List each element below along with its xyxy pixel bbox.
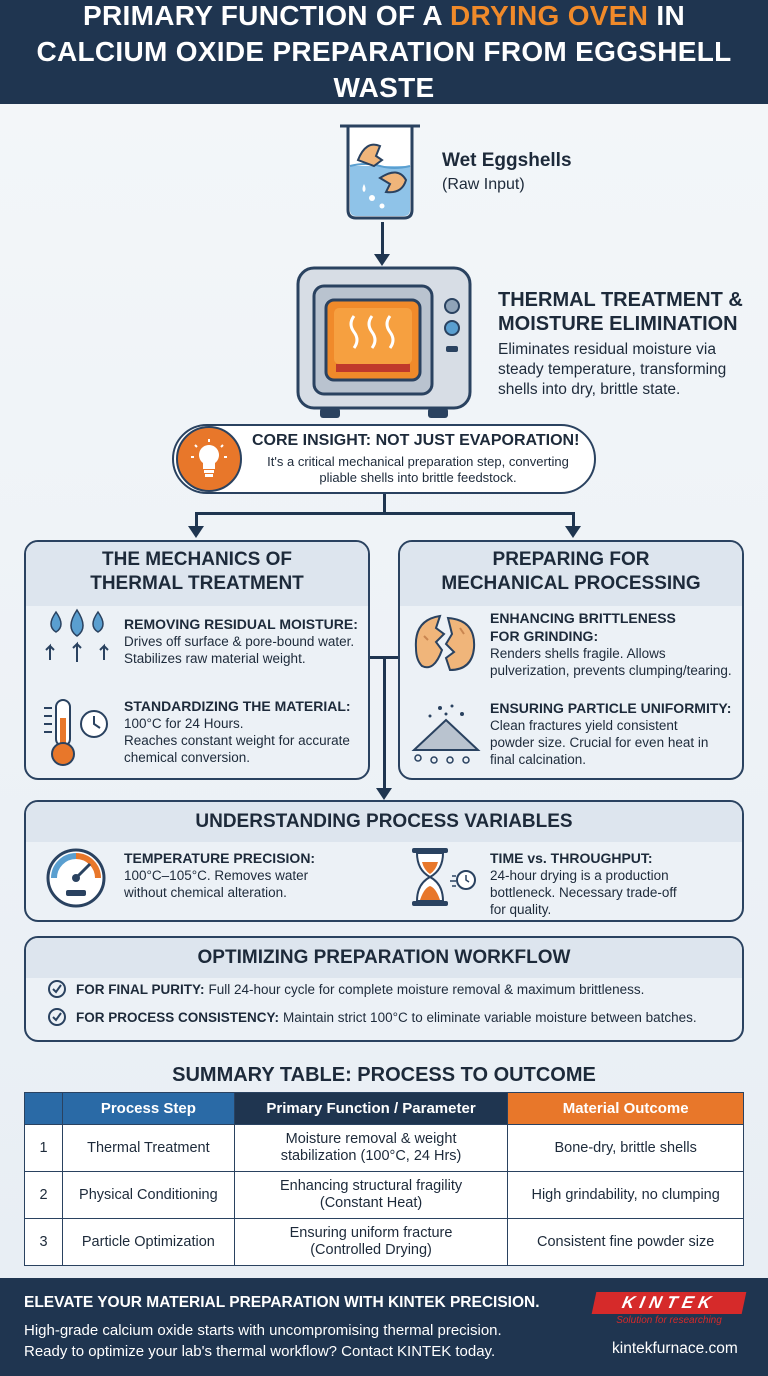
thermometer-clock-icon	[42, 698, 112, 768]
table-cell-step: Thermal Treatment	[62, 1125, 234, 1172]
footer-text: High-grade calcium oxide starts with uncompromising thermal precision. Ready to optimize your lab's thermal workflow? Contact KINTEK today.	[24, 1322, 502, 1360]
core-insight-text-line-1: It's a critical mechanical preparation step, converting	[267, 454, 569, 469]
variables-item-2-line-2: bottleneck. Necessary trade-off	[490, 885, 677, 900]
oven-step-title-line-2: MOISTURE ELIMINATION	[498, 313, 738, 335]
page-title-line-1: PRIMARY FUNCTION OF A DRYING OVEN IN	[83, 0, 685, 31]
flow-arrow-head	[374, 254, 390, 266]
table-cell-outcome: Bone-dry, brittle shells	[508, 1125, 744, 1172]
table-cell-function: Ensuring uniform fracture (Controlled Drying)	[234, 1219, 508, 1266]
check-circle-icon	[48, 980, 66, 998]
table-header-step: Process Step	[62, 1093, 234, 1125]
workflow-item-1-label: FOR FINAL PURITY:	[76, 981, 205, 997]
powder-pile-icon	[410, 700, 482, 764]
lightbulb-icon	[176, 426, 242, 492]
core-insight-text-line-2: pliable shells into brittle feedstock.	[319, 470, 517, 485]
processing-item-1-title-line-2: FOR GRINDING:	[490, 628, 599, 644]
workflow-item-1	[48, 980, 644, 998]
table-cell-num: 3	[25, 1219, 63, 1266]
mechanical-processing-card-header: PREPARING FOR MECHANICAL PROCESSING	[400, 542, 742, 606]
summary-table-header-row	[25, 1093, 744, 1125]
variables-item-2-title: TIME vs. THROUGHPUT:	[490, 850, 653, 866]
summary-table-title: SUMMARY TABLE: PROCESS TO OUTCOME	[172, 1064, 596, 1086]
mechanics-item-2-line-3: chemical conversion.	[124, 750, 251, 765]
mechanics-item-1-line-2: Stabilizes raw material weight.	[124, 651, 306, 666]
mechanics-item-2-line-2: Reaches constant weight for accurate	[124, 733, 350, 748]
table-header-function: Primary Function / Parameter	[234, 1093, 508, 1125]
table-row	[25, 1219, 744, 1266]
input-step-title: Wet Eggshells	[442, 150, 572, 171]
table-cell-function: Enhancing structural fragility (Constant Heat)	[234, 1172, 508, 1219]
mechanics-item-2-line-1: 100°C for 24 Hours.	[124, 716, 244, 731]
variables-item-1-title: TEMPERATURE PRECISION:	[124, 850, 316, 866]
footer	[0, 1278, 768, 1376]
process-variables-title: UNDERSTANDING PROCESS VARIABLES	[26, 802, 742, 842]
page-title-line-2: CALCIUM OXIDE PREPARATION FROM EGGSHELL WASTE	[36, 36, 732, 103]
variables-item-2-line-3: for quality.	[490, 902, 552, 917]
logo-wordmark: KINTEK	[592, 1292, 747, 1314]
table-cell-outcome: High grindability, no clumping	[508, 1172, 744, 1219]
variables-item-2-line-1: 24-hour drying is a production	[490, 868, 669, 883]
merge-arrow-head	[376, 788, 392, 800]
processing-item-1-line-2: pulverization, prevents clumping/tearing.	[490, 663, 732, 678]
table-cell-step: Physical Conditioning	[62, 1172, 234, 1219]
mechanics-item-1-line-1: Drives off surface & pore-bound water.	[124, 634, 355, 649]
cracked-eggshell-icon	[410, 612, 480, 674]
oven-step-desc-line-3: shells into dry, brittle state.	[498, 381, 681, 398]
hourglass-icon	[408, 846, 480, 908]
variables-item-1-line-2: without chemical alteration.	[124, 885, 287, 900]
table-row	[25, 1172, 744, 1219]
processing-item-2-line-2: powder size. Crucial for even heat in	[490, 735, 709, 750]
summary-table	[24, 1092, 744, 1266]
footer-title: ELEVATE YOUR MATERIAL PREPARATION WITH KINTEK PRECISION.	[24, 1294, 540, 1311]
table-header-outcome: Material Outcome	[508, 1093, 744, 1125]
table-cell-num: 1	[25, 1125, 63, 1172]
table-cell-num: 2	[25, 1172, 63, 1219]
table-cell-function: Moisture removal & weight stabilization (100°C, 24 Hrs)	[234, 1125, 508, 1172]
table-cell-step: Particle Optimization	[62, 1219, 234, 1266]
input-step-subtitle: (Raw Input)	[442, 176, 525, 193]
table-header-num	[25, 1093, 63, 1125]
page-header	[0, 0, 768, 104]
workflow-item-2-label: FOR PROCESS CONSISTENCY:	[76, 1009, 280, 1025]
workflow-item-1-text: Full 24-hour cycle for complete moisture removal & maximum brittleness.	[208, 981, 645, 997]
check-circle-icon	[48, 1008, 66, 1026]
oven-step-title-line-1: THERMAL TREATMENT &	[498, 289, 743, 311]
kintek-logo[interactable]	[594, 1292, 744, 1324]
processing-item-2-line-1: Clean fractures yield consistent	[490, 718, 678, 733]
mechanics-item-1-title: REMOVING RESIDUAL MOISTURE:	[124, 616, 358, 632]
split-arrow-stem	[383, 494, 386, 514]
workflow-title: OPTIMIZING PREPARATION WORKFLOW	[26, 938, 742, 978]
drying-oven-icon	[296, 266, 472, 422]
split-arrow-right-head	[565, 526, 581, 538]
beaker-eggshell-icon	[336, 122, 424, 222]
core-insight-title: CORE INSIGHT: NOT JUST EVAPORATION!	[252, 432, 580, 449]
workflow-item-2	[48, 1008, 697, 1026]
processing-item-2-title: ENSURING PARTICLE UNIFORMITY:	[490, 700, 732, 716]
table-cell-outcome: Consistent fine powder size	[508, 1219, 744, 1266]
website-link[interactable]: kintekfurnace.com	[612, 1340, 738, 1357]
logo-tagline: Solution for researching	[616, 1315, 722, 1326]
split-arrow-left-head	[188, 526, 204, 538]
oven-step-desc-line-1: Eliminates residual moisture via	[498, 341, 716, 358]
processing-item-2-line-3: final calcination.	[490, 752, 587, 767]
merge-arrow-stem	[383, 656, 386, 792]
water-drops-icon	[42, 608, 112, 662]
workflow-item-2-text: Maintain strict 100°C to eliminate variable moisture between batches.	[283, 1009, 697, 1025]
title-highlight: DRYING OVEN	[449, 0, 649, 31]
processing-item-1-line-1: Renders shells fragile. Allows	[490, 646, 666, 661]
mechanics-card-header: THE MECHANICS OF THERMAL TREATMENT	[26, 542, 368, 606]
flow-arrow-line	[381, 222, 384, 256]
mechanics-item-2-title: STANDARDIZING THE MATERIAL:	[124, 698, 351, 714]
oven-step-desc-line-2: steady temperature, transforming	[498, 361, 727, 378]
variables-item-1-line-1: 100°C–105°C. Removes water	[124, 868, 309, 883]
split-arrow-bar	[195, 512, 575, 515]
processing-item-1-title-line-1: ENHANCING BRITTLENESS	[490, 610, 676, 626]
table-row	[25, 1125, 744, 1172]
gauge-icon	[40, 844, 112, 908]
